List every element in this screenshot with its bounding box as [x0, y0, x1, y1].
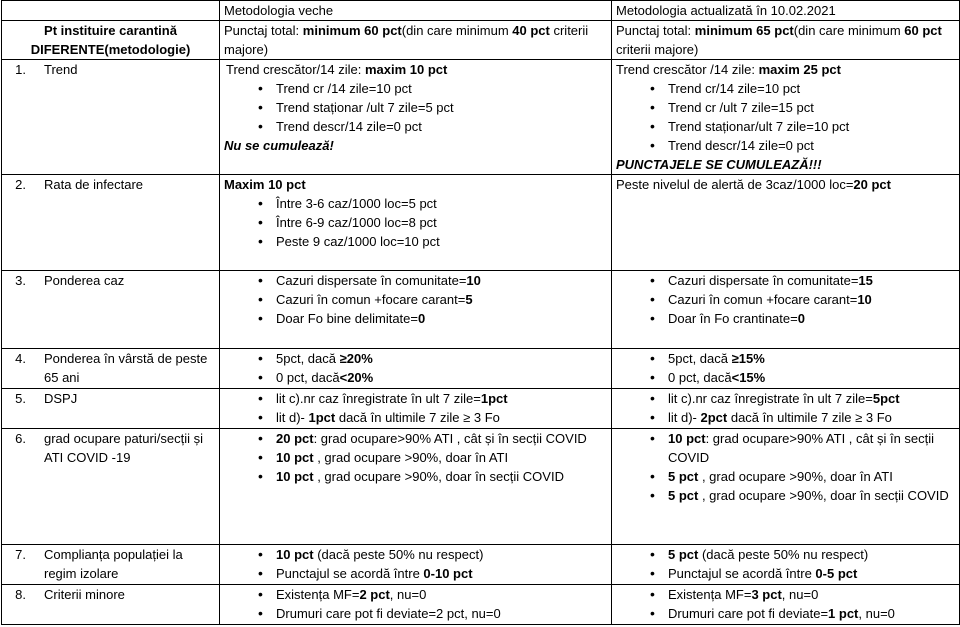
list-item: • Cazuri în comun +focare carant=10 [656, 290, 955, 309]
criterion-row-minore [2, 585, 960, 625]
header-cell-empty [2, 1, 220, 21]
ponderea-old [220, 271, 612, 349]
dspj-new [612, 389, 960, 429]
total-new: Punctaj total: minimum 65 pct(din care minimum 60 pct criterii majore) [612, 21, 960, 60]
list-item: • Doar în Fo crantinate=0 [656, 309, 955, 328]
list-item: • 5 pct , grad ocupare >90%, doar în ATI [656, 467, 955, 486]
criterion-varsta: 4. Ponderea în vârstă de peste 65 ani [2, 349, 220, 389]
complianta-new [612, 545, 960, 585]
list-item: • 10 pct: grad ocupare>90% ATI , cât și în secții COVID [656, 429, 955, 467]
header-row [2, 1, 960, 21]
list-item: • Punctajul se acordă între 0-10 pct [264, 564, 607, 583]
list-item: • lit c).nr caz înregistrate în ult 7 zile=1pct [264, 389, 607, 408]
list-item: • Între 6-9 caz/1000 loc=8 pct [264, 213, 607, 232]
list-item: • 20 pct: grad ocupare>90% ATI , cât și în secții COVID [264, 429, 607, 448]
criterion-minore: 8. Criterii minore [2, 585, 220, 625]
trend-old-note: Nu se cumulează! [224, 138, 334, 153]
list-item: • 5pct, dacă ≥20% [264, 349, 607, 368]
list-item: • 0 pct, dacă<20% [264, 368, 607, 387]
list-item: • Trend staționar /ult 7 zile=5 pct [264, 98, 607, 117]
criterion-rata: 2. Rata de infectare [2, 175, 220, 271]
rata-old: Maxim 10 pct • Între 3-6 caz/1000 loc=5 pct • Între 6-9 caz/1000 loc=8 pct • Peste 9 caz/1000 loc=10 pct [220, 175, 612, 271]
criterion-dspj: 5. DSPJ [2, 389, 220, 429]
list-item: • Trend cr /ult 7 zile=15 pct [656, 98, 955, 117]
header-new-methodology: Metodologia actualizată în 10.02.2021 [612, 1, 960, 21]
complianta-old [220, 545, 612, 585]
list-item: • Cazuri în comun +focare carant=5 [264, 290, 607, 309]
total-row [2, 21, 960, 60]
rata-new: Peste nivelul de alertă de 3caz/1000 loc=20 pct [612, 175, 960, 271]
varsta-old [220, 349, 612, 389]
total-old: Punctaj total: minimum 60 pct(din care minimum 40 pct criterii majore) [220, 21, 612, 60]
criterion-row-ponderea [2, 271, 960, 349]
minore-new [612, 585, 960, 625]
list-item: • Cazuri dispersate în comunitate=15 [656, 271, 955, 290]
list-item: • lit c).nr caz înregistrate în ult 7 zile=5pct [656, 389, 955, 408]
list-item: • Trend staționar/ult 7 zile=10 pct [656, 117, 955, 136]
list-item: • Peste 9 caz/1000 loc=10 pct [264, 232, 607, 251]
ati-new [612, 429, 960, 545]
criterion-ati: 6. grad ocupare paturi/secții și ATI COVID -19 [2, 429, 220, 545]
total-label: Pt instituire carantină DIFERENTE(metodologie) [2, 21, 220, 60]
dspj-old [220, 389, 612, 429]
list-item: • Drumuri care pot fi deviate=2 pct, nu=0 [264, 604, 607, 623]
list-item: • Punctajul se acordă între 0-5 pct [656, 564, 955, 583]
varsta-new [612, 349, 960, 389]
header-old-methodology: Metodologia veche [220, 1, 612, 21]
list-item: • 5 pct , grad ocupare >90%, doar în secții COVID [656, 486, 955, 505]
list-item: • 0 pct, dacă<15% [656, 368, 955, 387]
list-item: • 10 pct , grad ocupare >90%, doar în secții COVID [264, 467, 607, 486]
list-item: • 10 pct (dacă peste 50% nu respect) [264, 545, 607, 564]
trend-old: Trend crescător/14 zile: maxim 10 pct • Trend cr /14 zile=10 pct • Trend staționar /ult 7 zile=5 pct • Trend descr/14 zile=0 pct Nu se cumulează! [220, 60, 612, 175]
criterion-row-dspj [2, 389, 960, 429]
criterion-row-trend [2, 60, 960, 175]
list-item: • Doar Fo bine delimitate=0 [264, 309, 607, 328]
ati-old [220, 429, 612, 545]
list-item: • Cazuri dispersate în comunitate=10 [264, 271, 607, 290]
list-item: • lit d)- 1pct dacă în ultimile 7 zile ≥ 3 Fo [264, 408, 607, 427]
criterion-complianta: 7. Complianța populației la regim izolare [2, 545, 220, 585]
criterion-row-varsta [2, 349, 960, 389]
list-item: • Existența MF=3 pct, nu=0 [656, 585, 955, 604]
methodology-table [1, 0, 960, 625]
list-item: • Între 3-6 caz/1000 loc=5 pct [264, 194, 607, 213]
list-item: • 5pct, dacă ≥15% [656, 349, 955, 368]
list-item: • 5 pct (dacă peste 50% nu respect) [656, 545, 955, 564]
trend-new-note: PUNCTAJELE SE CUMULEAZĂ!!! [616, 157, 822, 172]
minore-old [220, 585, 612, 625]
criterion-row-ati [2, 429, 960, 545]
criterion-row-complianta [2, 545, 960, 585]
criterion-row-rata [2, 175, 960, 271]
criterion-ponderea: 3. Ponderea caz [2, 271, 220, 349]
list-item: • lit d)- 2pct dacă în ultimile 7 zile ≥ 3 Fo [656, 408, 955, 427]
criterion-trend: 1. Trend [2, 60, 220, 175]
list-item: • Trend descr/14 zile=0 pct [264, 117, 607, 136]
list-item: • Drumuri care pot fi deviate=1 pct, nu=0 [656, 604, 955, 623]
list-item: • 10 pct , grad ocupare >90%, doar în ATI [264, 448, 607, 467]
ponderea-new [612, 271, 960, 349]
list-item: • Existența MF=2 pct, nu=0 [264, 585, 607, 604]
trend-new: Trend crescător /14 zile: maxim 25 pct • Trend cr/14 zile=10 pct • Trend cr /ult 7 zile=15 pct • Trend staționar/ult 7 zile=10 pct • Trend descr/14 zile=0 pct PUNCTAJELE SE CUMULEAZĂ!!! [612, 60, 960, 175]
list-item: • Trend cr/14 zile=10 pct [656, 79, 955, 98]
list-item: • Trend descr/14 zile=0 pct [656, 136, 955, 155]
list-item: • Trend cr /14 zile=10 pct [264, 79, 607, 98]
